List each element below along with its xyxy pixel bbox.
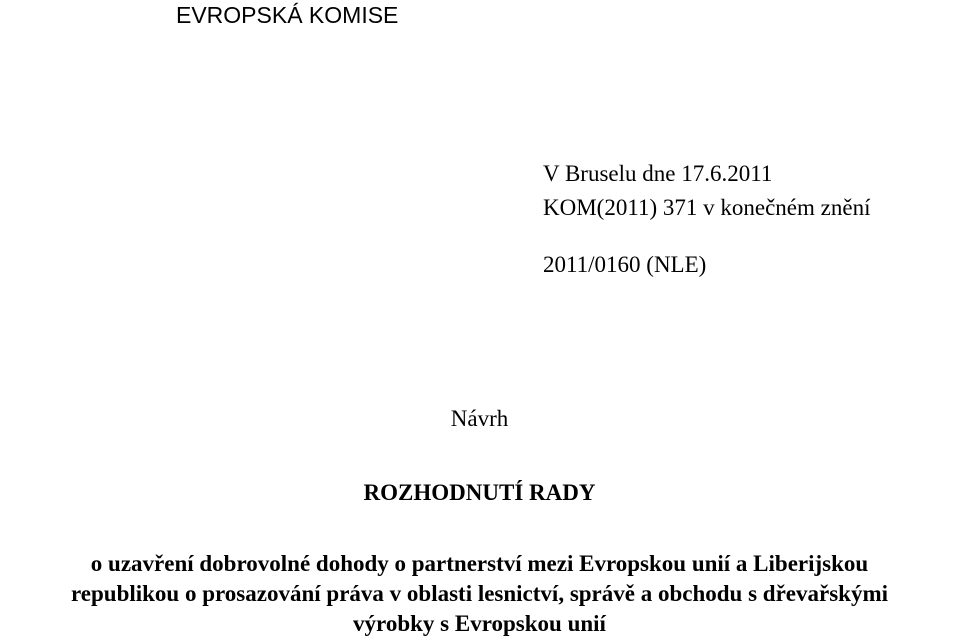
document-title: ROZHODNUTÍ RADY: [363, 480, 596, 505]
institution-header: EVROPSKÁ KOMISE: [176, 2, 399, 28]
subject-line-1: o uzavření dobrovolné dohody o partnerství mezi Evropskou unií a Liberijskou: [90, 551, 869, 576]
procedure-number: 2011/0160 (NLE): [543, 252, 707, 277]
place-date: V Bruselu dne 17.6.2011: [543, 161, 773, 186]
document-reference: KOM(2011) 371 v konečném znění: [543, 195, 871, 220]
document-type: Návrh: [450, 406, 509, 431]
subject-line-2: republikou o prosazování práva v oblasti lesnictví, správě a obchodu s dřevařskými: [70, 581, 889, 606]
document-subject: [0, 549, 959, 639]
subject-line-3: výrobky s Evropskou unií: [353, 611, 606, 636]
